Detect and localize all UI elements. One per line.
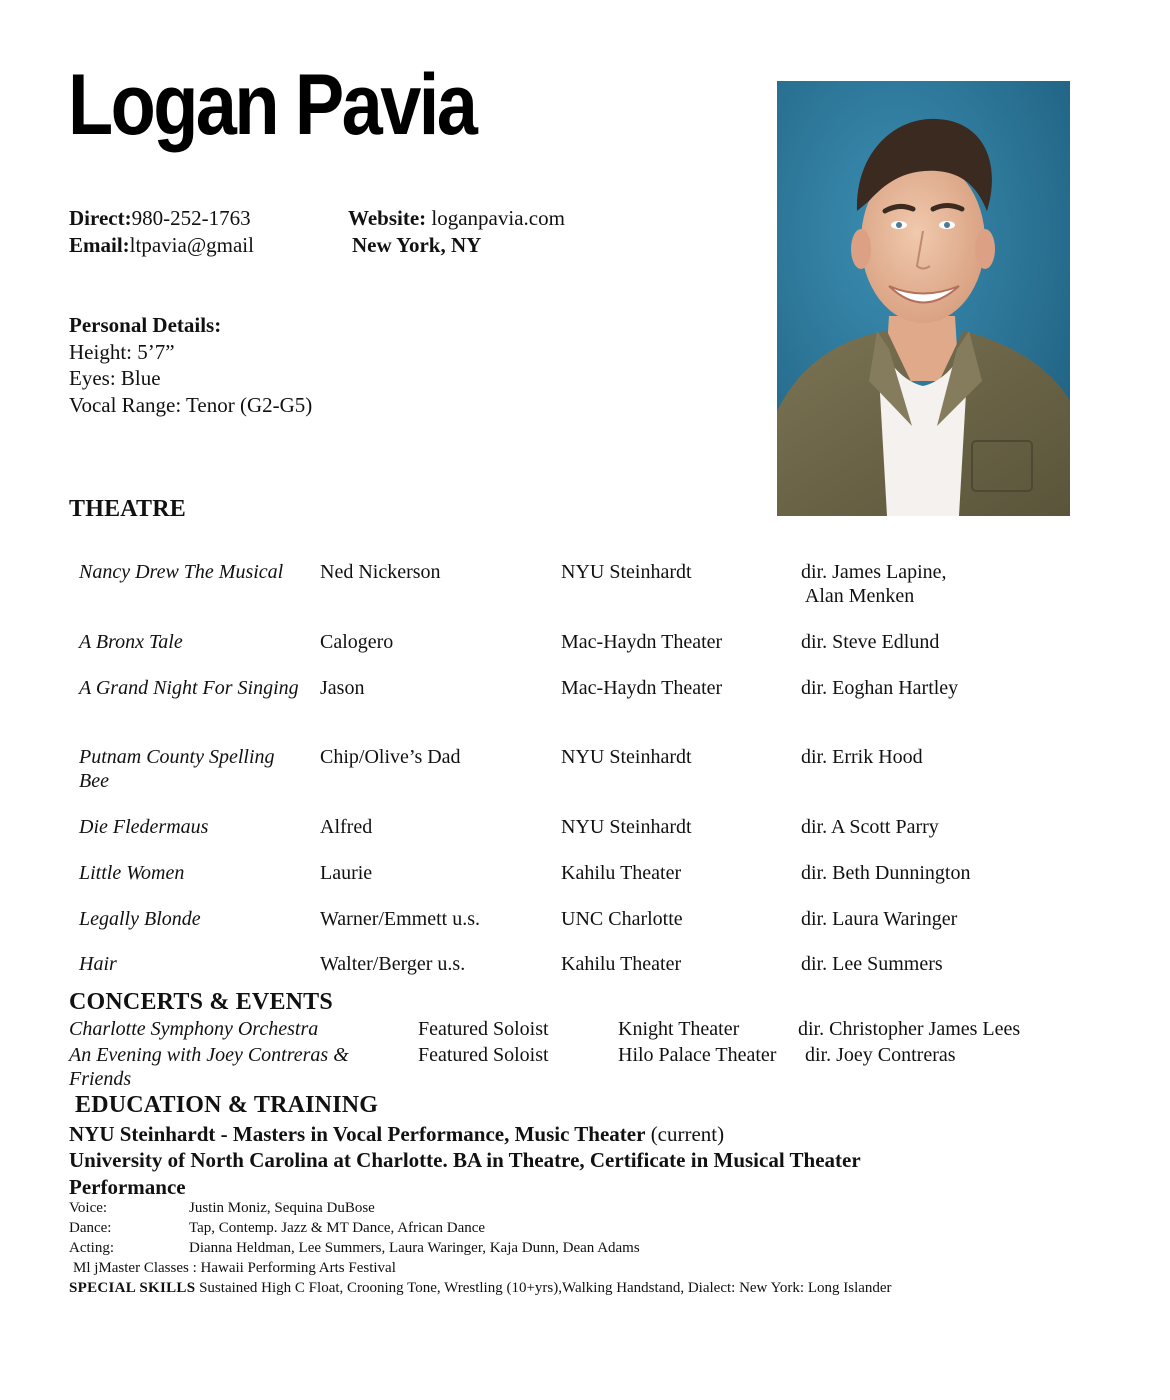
venue: UNC Charlotte — [561, 908, 683, 930]
director — [801, 907, 1101, 931]
height: Height: 5’7” — [69, 339, 175, 364]
location: New York, NY — [352, 233, 482, 257]
theatre-heading: THEATRE — [69, 496, 186, 522]
nyu-note: (current) — [645, 1122, 725, 1146]
venue: Mac-Haydn Theater — [561, 631, 723, 653]
show-title: A Grand Night For Singing — [79, 677, 299, 699]
training-value: Dianna Heldman, Lee Summers, Laura Waringer, Kaja Dunn, Dean Adams — [189, 1240, 640, 1256]
direct-value: 980-252-1763 — [131, 206, 251, 230]
show-title: Die Fledermaus — [79, 816, 209, 838]
education-unc — [69, 1147, 949, 1201]
director-line: dir. Laura Waringer — [801, 908, 958, 930]
director — [801, 815, 1101, 839]
training-row — [69, 1198, 375, 1218]
show-title: Little Women — [79, 862, 185, 884]
contact-left — [69, 205, 254, 259]
vocal-range: Vocal Range: Tenor (G2-G5) — [69, 392, 313, 417]
website-line — [348, 205, 565, 232]
direct-line — [69, 205, 254, 232]
skills-label: SPECIAL SKILLS — [69, 1280, 196, 1296]
venue: NYU Steinhardt — [561, 746, 692, 768]
director-line: dir. Errik Hood — [801, 746, 923, 768]
page-title: Logan Pavia — [68, 57, 476, 153]
venue: Hilo Palace Theater — [618, 1044, 777, 1066]
venue: Kahilu Theater — [561, 953, 682, 975]
director: dir. Joey Contreras — [805, 1044, 956, 1066]
director-line: dir. Eoghan Hartley — [801, 677, 959, 699]
event-title: Charlotte Symphony Orchestra — [69, 1018, 319, 1040]
role: Featured Soloist — [418, 1044, 549, 1066]
director-line: dir. Lee Summers — [801, 953, 943, 975]
eyes: Eyes: Blue — [69, 366, 161, 390]
role: Walter/Berger u.s. — [320, 953, 466, 975]
show-title: Hair — [79, 953, 117, 975]
role: Jason — [320, 677, 365, 699]
website-label: Website: — [348, 206, 427, 230]
director: dir. Christopher James Lees — [798, 1018, 1021, 1040]
venue: Kahilu Theater — [561, 862, 682, 884]
director — [801, 861, 1101, 885]
event-title: An Evening with Joey Contreras & Friends — [69, 1044, 349, 1090]
director-line-2: Alan Menken — [801, 585, 915, 607]
special-skills — [69, 1278, 892, 1298]
director — [801, 745, 1101, 769]
training-value: Justin Moniz, Sequina DuBose — [189, 1200, 375, 1216]
director-line: dir. A Scott Parry — [801, 816, 939, 838]
venue: NYU Steinhardt — [561, 816, 692, 838]
role: Featured Soloist — [418, 1018, 549, 1040]
concerts-heading: CONCERTS & EVENTS — [69, 989, 333, 1015]
email-label: Email: — [69, 233, 130, 257]
email-value: ltpavia@gmail — [129, 233, 254, 257]
role: Ned Nickerson — [320, 561, 441, 583]
director — [801, 630, 1101, 654]
training-label: Dance: — [69, 1220, 112, 1236]
training-label: Voice: — [69, 1200, 108, 1216]
venue: Mac-Haydn Theater — [561, 677, 723, 699]
master-classes: Ml jMaster Classes : Hawaii Performing Arts Festival — [73, 1260, 396, 1276]
personal-heading: Personal Details: — [69, 313, 222, 337]
email-line — [69, 232, 254, 259]
training-value: Tap, Contemp. Jazz & MT Dance, African Dance — [189, 1220, 486, 1236]
director-line: dir. Steve Edlund — [801, 631, 940, 653]
venue: NYU Steinhardt — [561, 561, 692, 583]
training-label: Acting: — [69, 1240, 114, 1256]
show-title: Legally Blonde — [79, 908, 201, 930]
director-line: dir. Beth Dunnington — [801, 862, 971, 884]
role: Alfred — [320, 816, 373, 838]
director — [801, 676, 1101, 700]
director — [801, 560, 1101, 608]
show-title: A Bronx Tale — [79, 631, 183, 653]
direct-label: Direct: — [69, 206, 132, 230]
headshot-photo — [777, 81, 1070, 516]
role: Warner/Emmett u.s. — [320, 908, 481, 930]
show-title: Putnam County Spelling Bee — [79, 746, 275, 792]
training-row — [69, 1218, 485, 1238]
contact-right — [348, 205, 565, 259]
location-line — [348, 232, 565, 259]
website-value: loganpavia.com — [426, 206, 565, 230]
director — [801, 952, 1101, 976]
unc-degree: University of North Carolina at Charlotte. BA in Theatre, Certificate in Musical Theater Performance — [69, 1148, 861, 1199]
training-row — [69, 1238, 640, 1258]
venue: Knight Theater — [618, 1018, 740, 1040]
role: Calogero — [320, 631, 394, 653]
education-heading: EDUCATION & TRAINING — [75, 1092, 379, 1118]
director-line: dir. James Lapine, — [801, 561, 947, 583]
role: Chip/Olive’s Dad — [320, 746, 461, 768]
role: Laurie — [320, 862, 373, 884]
skills-value: Sustained High C Float, Crooning Tone, Wrestling (10+yrs),Walking Handstand, Dialect: New York: Long Islander — [195, 1280, 892, 1296]
education-nyu — [69, 1121, 969, 1148]
personal-details — [69, 312, 312, 418]
show-title: Nancy Drew The Musical — [79, 561, 284, 583]
nyu-degree: NYU Steinhardt - Masters in Vocal Performance, Music Theater — [69, 1122, 646, 1146]
